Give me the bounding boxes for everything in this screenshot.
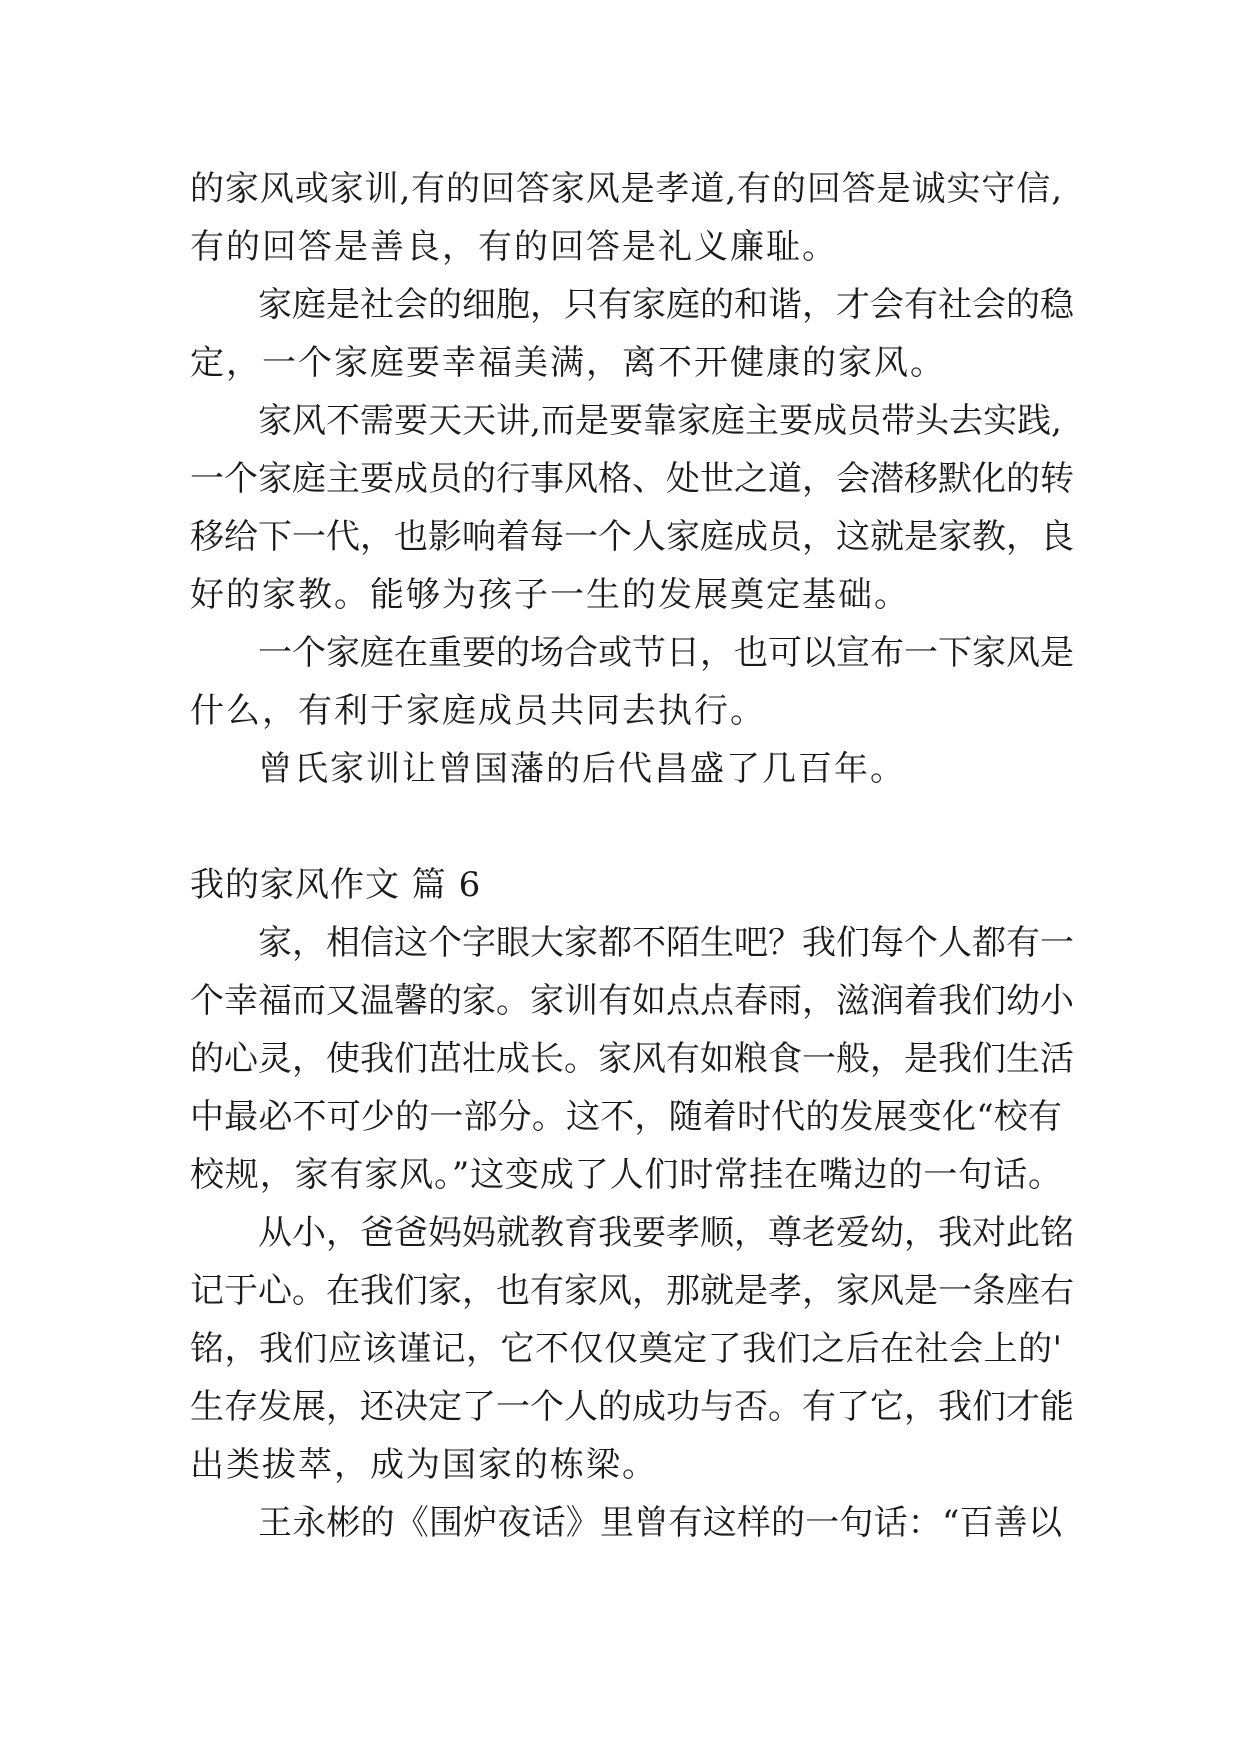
text-line: 有的回答是善良，有的回答是礼义廉耻。 xyxy=(190,227,838,267)
paragraph-first-line: 曾氏家训让曾国藩的后代昌盛了几百年。 xyxy=(258,749,906,789)
text-line: 好的家教。能够为孩子一生的发展奠定基础。 xyxy=(190,575,910,615)
text-line: 中最必不可少的一部分。这不，随着时代的发展变化“校有 xyxy=(190,1097,1062,1137)
paragraph-first-line: 家风不需要天天讲,而是要靠家庭主要成员带头去实践, xyxy=(258,401,1062,441)
text-line: 铭，我们应该谨记，它不仅仅奠定了我们之后在社会上的' xyxy=(190,1329,1062,1369)
text-line: 定，一个家庭要幸福美满，离不开健康的家风。 xyxy=(190,343,946,383)
document-page xyxy=(190,0,1074,1754)
paragraph-first-line: 从小，爸爸妈妈就教育我要孝顺，尊老爱幼，我对此铭 xyxy=(258,1213,1074,1253)
paragraph-first-line: 家庭是社会的细胞，只有家庭的和谐，才会有社会的稳 xyxy=(258,285,1074,325)
text-line: 移给下一代，也影响着每一个人家庭成员，这就是家教，良 xyxy=(190,517,1074,557)
text-line: 出类拔萃，成为国家的栋梁。 xyxy=(190,1445,658,1485)
text-line: 生存发展，还决定了一个人的成功与否。有了它，我们才能 xyxy=(190,1387,1074,1427)
section-heading: 我的家风作文 篇 6 xyxy=(190,865,482,905)
text-line: 什么，有利于家庭成员共同去执行。 xyxy=(190,691,766,731)
paragraph-first-line: 王永彬的《围炉夜话》里曾有这样的一句话：“百善以 xyxy=(258,1503,1062,1543)
text-line: 的心灵，使我们茁壮成长。家风有如粮食一般，是我们生活 xyxy=(190,1039,1074,1079)
text-line: 个幸福而又温馨的家。家训有如点点春雨，滋润着我们幼小 xyxy=(190,981,1074,1021)
text-line: 一个家庭主要成员的行事风格、处世之道，会潜移默化的转 xyxy=(190,459,1074,499)
paragraph-first-line: 一个家庭在重要的场合或节日，也可以宣布一下家风是 xyxy=(258,633,1074,673)
paragraph-first-line: 家，相信这个字眼大家都不陌生吧？我们每个人都有一 xyxy=(258,923,1074,963)
text-line: 的家风或家训,有的回答家风是孝道,有的回答是诚实守信, xyxy=(190,169,1062,209)
text-line: 校规，家有家风。”这变成了人们时常挂在嘴边的一句话。 xyxy=(190,1155,1062,1195)
text-line: 记于心。在我们家，也有家风，那就是孝，家风是一条座右 xyxy=(190,1271,1074,1311)
